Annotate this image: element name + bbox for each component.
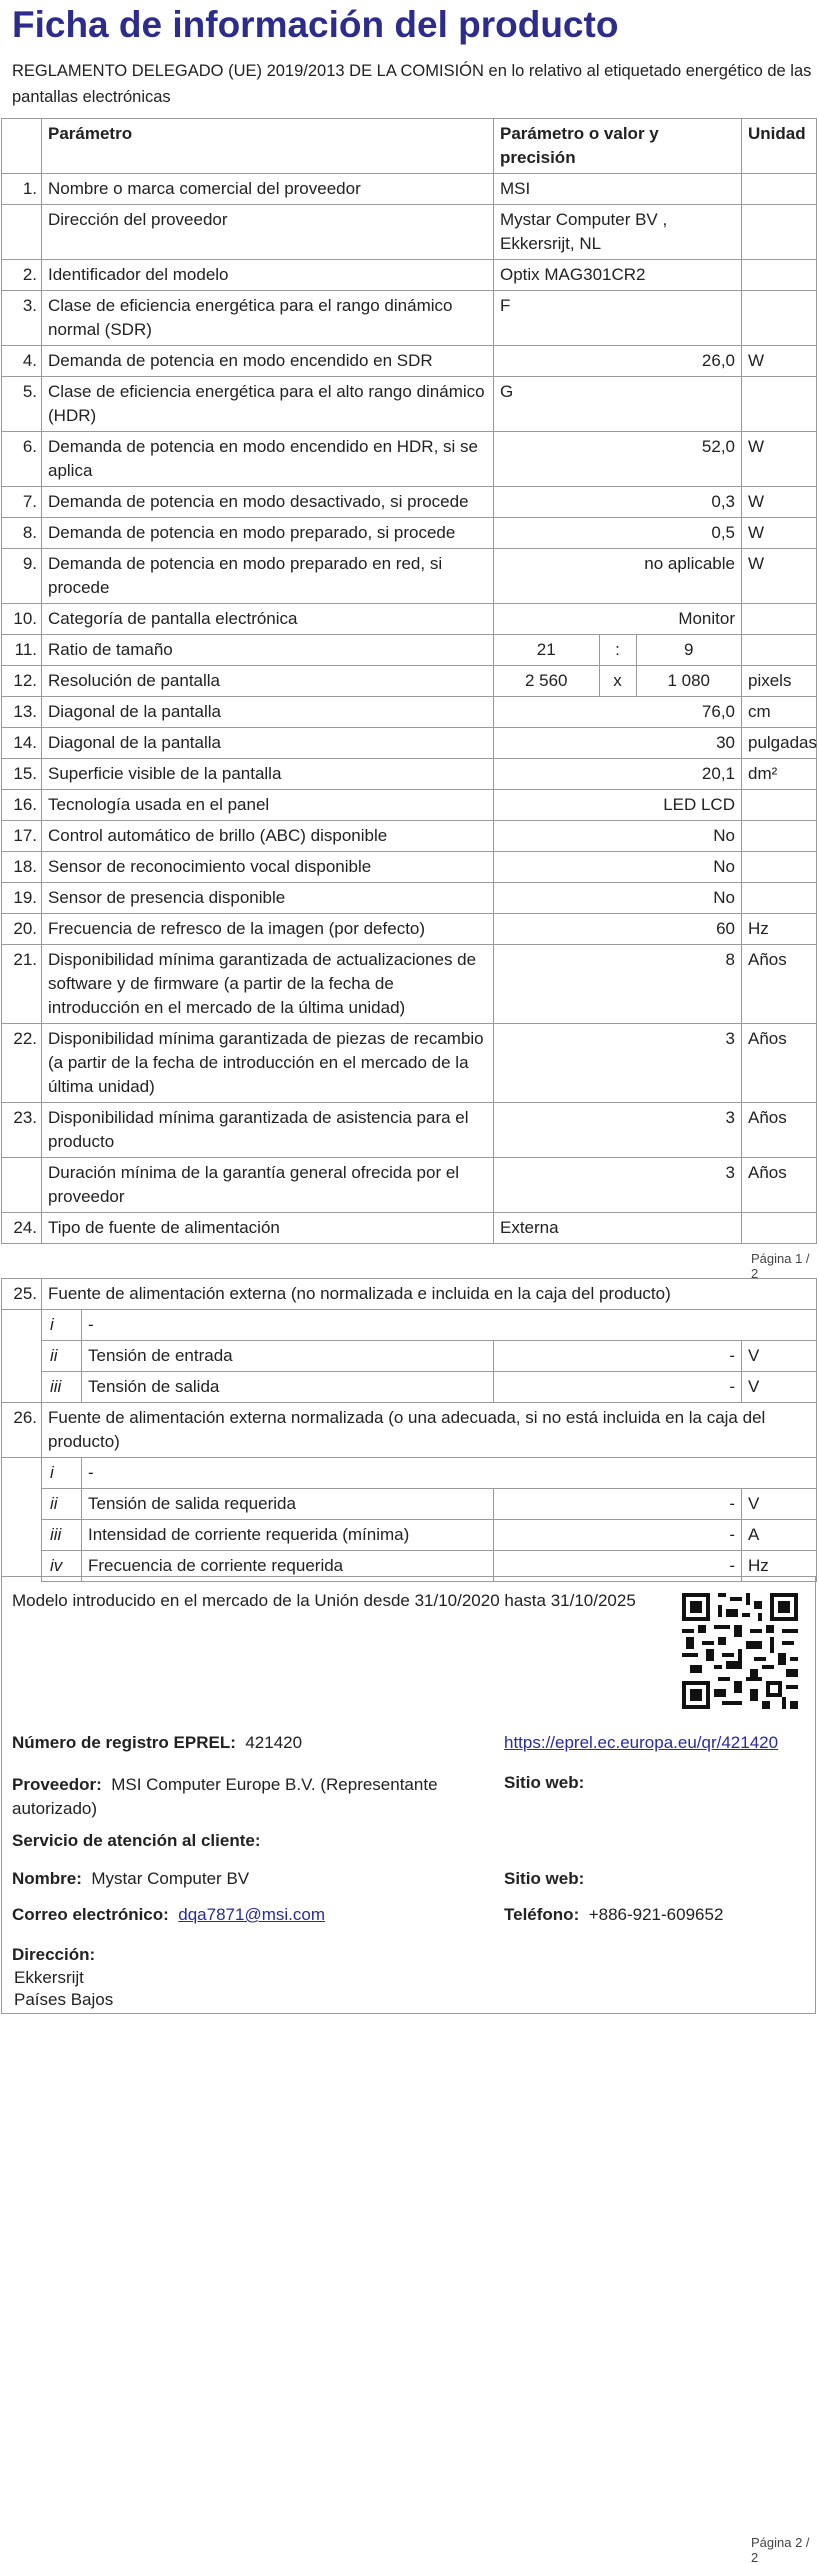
psu-row [2, 1341, 817, 1372]
row-parameter: Demanda de potencia en modo preparado en red, si procede [42, 549, 494, 604]
row-parameter: Nombre o marca comercial del proveedor [42, 174, 494, 205]
row-unit [742, 790, 817, 821]
row-value: no aplicable [494, 549, 742, 604]
row-unit: W [742, 549, 817, 604]
sub-index: i [42, 1458, 82, 1489]
row-number: 9. [2, 549, 42, 604]
row-value: 3 [494, 1103, 742, 1158]
table-header-row [2, 119, 817, 174]
table-row [2, 1158, 817, 1213]
row-value: No [494, 821, 742, 852]
eprel-link[interactable]: https://eprel.ec.europa.eu/qr/421420 [504, 1733, 779, 1752]
row-value: F [494, 291, 742, 346]
table-row [2, 549, 817, 604]
sub-index: i [42, 1310, 82, 1341]
psu-row [2, 1489, 817, 1520]
section-title: Fuente de alimentación externa (no normalizada e incluida en la caja del producto) [42, 1279, 817, 1310]
row-parameter: Categoría de pantalla electrónica [42, 604, 494, 635]
row-unit [742, 883, 817, 914]
row-value: 20,1 [494, 759, 742, 790]
row-value [494, 666, 742, 697]
website-label: Sitio web: [504, 1773, 585, 1792]
row-number [2, 205, 42, 260]
service-title: Servicio de atención al cliente: [12, 1831, 261, 1850]
email-row [12, 1905, 325, 1925]
row-parameter: Control automático de brillo (ABC) disponible [42, 821, 494, 852]
table-row [2, 635, 817, 666]
sub-parameter: Intensidad de corriente requerida (mínima) [82, 1520, 494, 1551]
table-row [2, 205, 817, 260]
row-number: 6. [2, 432, 42, 487]
row-number: 8. [2, 518, 42, 549]
row-value: 76,0 [494, 697, 742, 728]
row-parameter: Duración mínima de la garantía general ofrecida por el proveedor [42, 1158, 494, 1213]
sub-index: ii [42, 1489, 82, 1520]
table-row [2, 821, 817, 852]
row-number: 17. [2, 821, 42, 852]
table-row [2, 790, 817, 821]
table-row [2, 291, 817, 346]
row-parameter: Clase de eficiencia energética para el rango dinámico normal (SDR) [42, 291, 494, 346]
eprel-row [12, 1733, 302, 1753]
row-unit [742, 205, 817, 260]
sub-unit: V [742, 1372, 817, 1403]
psu-section-header [2, 1403, 817, 1458]
row-number: 21. [2, 945, 42, 1024]
table-row [2, 914, 817, 945]
table-row [2, 1103, 817, 1158]
phone-value: +886-921-609652 [588, 1905, 724, 1924]
row-unit: Años [742, 1024, 817, 1103]
value-part-2: 9 [684, 640, 694, 659]
table-row [2, 260, 817, 291]
sub-index: iv [42, 1551, 82, 1582]
row-parameter: Demanda de potencia en modo encendido en HDR, si se aplica [42, 432, 494, 487]
sub-index: ii [42, 1341, 82, 1372]
row-number [2, 1158, 42, 1213]
supplier-info-box [1, 1576, 816, 2014]
sub-value: - [494, 1520, 742, 1551]
row-number: 13. [2, 697, 42, 728]
value-part-1: 2 560 [494, 666, 600, 696]
table-row [2, 346, 817, 377]
row-unit [742, 604, 817, 635]
row-unit: Hz [742, 914, 817, 945]
row-parameter: Diagonal de la pantalla [42, 728, 494, 759]
row-parameter: Identificador del modelo [42, 260, 494, 291]
name-label: Nombre: [12, 1869, 82, 1888]
product-info-table [1, 118, 817, 1244]
row-value: 8 [494, 945, 742, 1024]
sub-parameter: Tensión de salida [82, 1372, 494, 1403]
row-value: Optix MAG301CR2 [494, 260, 742, 291]
row-value: MSI [494, 174, 742, 205]
eprel-label: Número de registro EPREL: [12, 1733, 236, 1752]
row-unit: cm [742, 697, 817, 728]
row-number: 14. [2, 728, 42, 759]
row-number: 20. [2, 914, 42, 945]
name-row [12, 1869, 249, 1889]
supplier-value: MSI Computer Europe B.V. (Representante autorizado) [12, 1775, 438, 1818]
row-value: 60 [494, 914, 742, 945]
psu-table [1, 1278, 817, 1582]
psu-row [2, 1372, 817, 1403]
row-unit [742, 377, 817, 432]
table-row [2, 1213, 817, 1244]
table-row [2, 945, 817, 1024]
row-parameter: Tecnología usada en el panel [42, 790, 494, 821]
row-unit [742, 635, 817, 666]
sub-value: - [494, 1551, 742, 1582]
sub-parameter: Tensión de entrada [82, 1341, 494, 1372]
row-parameter: Demanda de potencia en modo encendido en SDR [42, 346, 494, 377]
row-number: 4. [2, 346, 42, 377]
page-number-1: Página 1 / 2 [751, 1251, 810, 1281]
row-value: Monitor [494, 604, 742, 635]
regulation-subtitle: REGLAMENTO DELEGADO (UE) 2019/2013 DE LA COMISIÓN en lo relativo al etiquetado energético de las pantallas electrónicas [12, 62, 812, 106]
address-label: Dirección: [12, 1945, 96, 1964]
row-value: 0,5 [494, 518, 742, 549]
row-parameter: Disponibilidad mínima garantizada de asistencia para el producto [42, 1103, 494, 1158]
psu-row [2, 1310, 817, 1341]
row-value: No [494, 883, 742, 914]
row-parameter: Tipo de fuente de alimentación [42, 1213, 494, 1244]
sub-unit: A [742, 1520, 817, 1551]
row-value: 52,0 [494, 432, 742, 487]
row-value: 0,3 [494, 487, 742, 518]
table-row [2, 487, 817, 518]
row-value: G [494, 377, 742, 432]
row-parameter: Disponibilidad mínima garantizada de piezas de recambio (a partir de la fecha de introducción en el mercado de la última unidad) [42, 1024, 494, 1103]
sub-value: - [494, 1341, 742, 1372]
row-value: 3 [494, 1024, 742, 1103]
website-label-2: Sitio web: [504, 1869, 585, 1888]
row-unit [742, 852, 817, 883]
supplier-label: Proveedor: [12, 1775, 102, 1794]
table-row [2, 174, 817, 205]
psu-row [2, 1458, 817, 1489]
sub-unit: V [742, 1341, 817, 1372]
row-parameter: Sensor de reconocimiento vocal disponible [42, 852, 494, 883]
row-unit: pixels [742, 666, 817, 697]
row-parameter: Clase de eficiencia energética para el alto rango dinámico (HDR) [42, 377, 494, 432]
value-separator: : [600, 635, 637, 665]
supplier-row [12, 1773, 492, 1821]
table-row [2, 377, 817, 432]
row-value: 30 [494, 728, 742, 759]
row-unit: dm² [742, 759, 817, 790]
row-number: 22. [2, 1024, 42, 1103]
sub-value: - [494, 1489, 742, 1520]
header-unit: Unidad [742, 119, 817, 174]
eprel-number: 421420 [245, 1733, 303, 1752]
row-number: 23. [2, 1103, 42, 1158]
email-link[interactable]: dqa7871@msi.com [178, 1905, 325, 1924]
row-unit: Años [742, 945, 817, 1024]
header-value: Parámetro o valor y precisión [494, 119, 742, 174]
sub-value: - [494, 1372, 742, 1403]
table-row [2, 604, 817, 635]
sub-index: iii [42, 1520, 82, 1551]
section-title: Fuente de alimentación externa normalizada (o una adecuada, si no está incluida en la caja del producto) [42, 1403, 817, 1458]
row-parameter: Frecuencia de refresco de la imagen (por defecto) [42, 914, 494, 945]
row-parameter: Demanda de potencia en modo preparado, si procede [42, 518, 494, 549]
table-row [2, 759, 817, 790]
section-number: 26. [2, 1403, 42, 1458]
sub-parameter: - [82, 1310, 817, 1341]
row-value: 26,0 [494, 346, 742, 377]
row-unit [742, 1213, 817, 1244]
row-unit: W [742, 487, 817, 518]
row-unit: W [742, 432, 817, 487]
row-parameter: Superficie visible de la pantalla [42, 759, 494, 790]
row-number: 16. [2, 790, 42, 821]
sub-unit: Hz [742, 1551, 817, 1582]
psu-row [2, 1520, 817, 1551]
address-line-1: Ekkersrijt [14, 1968, 84, 1987]
row-number: 18. [2, 852, 42, 883]
row-parameter: Ratio de tamaño [42, 635, 494, 666]
row-parameter: Demanda de potencia en modo desactivado, si procede [42, 487, 494, 518]
row-number: 2. [2, 260, 42, 291]
sub-parameter: Frecuencia de corriente requerida [82, 1551, 494, 1582]
sub-parameter: - [82, 1458, 817, 1489]
row-number: 12. [2, 666, 42, 697]
row-number: 5. [2, 377, 42, 432]
row-unit [742, 821, 817, 852]
psu-section-header [2, 1279, 817, 1310]
row-unit [742, 174, 817, 205]
row-parameter: Disponibilidad mínima garantizada de actualizaciones de software y de firmware (a partir de la fecha de introducción en el mercado de la última unidad) [42, 945, 494, 1024]
table-row [2, 518, 817, 549]
table-row [2, 852, 817, 883]
row-unit: W [742, 518, 817, 549]
email-label: Correo electrónico: [12, 1905, 169, 1924]
table-row [2, 432, 817, 487]
row-number: 7. [2, 487, 42, 518]
row-unit: Años [742, 1103, 817, 1158]
row-value: LED LCD [494, 790, 742, 821]
row-number: 3. [2, 291, 42, 346]
row-number: 10. [2, 604, 42, 635]
address-line-2: Países Bajos [14, 1990, 114, 2009]
row-unit: W [742, 346, 817, 377]
row-unit [742, 260, 817, 291]
table-row [2, 697, 817, 728]
row-number: 11. [2, 635, 42, 666]
row-unit: pulgadas [742, 728, 817, 759]
row-parameter: Sensor de presencia disponible [42, 883, 494, 914]
header-parameter: Parámetro [42, 119, 494, 174]
row-number: 24. [2, 1213, 42, 1244]
row-number: 19. [2, 883, 42, 914]
row-value [494, 635, 742, 666]
value-part-1: 21 [494, 635, 600, 665]
row-parameter: Diagonal de la pantalla [42, 697, 494, 728]
qr-code-icon [682, 1593, 798, 1709]
phone-row [504, 1905, 723, 1925]
sub-index: iii [42, 1372, 82, 1403]
value-part-2: 1 080 [667, 671, 711, 690]
row-value: Externa [494, 1213, 742, 1244]
market-period-text: Modelo introducido en el mercado de la Unión desde 31/10/2020 hasta 31/10/2025 [12, 1591, 636, 1610]
name-value: Mystar Computer BV [91, 1869, 250, 1888]
row-number: 1. [2, 174, 42, 205]
row-value: 3 [494, 1158, 742, 1213]
table-row [2, 666, 817, 697]
table-row [2, 1024, 817, 1103]
table-row [2, 728, 817, 759]
row-parameter: Resolución de pantalla [42, 666, 494, 697]
row-parameter: Dirección del proveedor [42, 205, 494, 260]
page-number-2: Página 2 / 2 [751, 2535, 810, 2565]
page-title: Ficha de información del producto [12, 4, 619, 45]
phone-label: Teléfono: [504, 1905, 580, 1924]
value-separator: x [600, 666, 637, 696]
row-unit: Años [742, 1158, 817, 1213]
table-row [2, 883, 817, 914]
row-value: Mystar Computer BV , Ekkersrijt, NL [494, 205, 742, 260]
row-number: 15. [2, 759, 42, 790]
sub-unit: V [742, 1489, 817, 1520]
section-number: 25. [2, 1279, 42, 1310]
row-value: No [494, 852, 742, 883]
row-unit [742, 291, 817, 346]
sub-parameter: Tensión de salida requerida [82, 1489, 494, 1520]
